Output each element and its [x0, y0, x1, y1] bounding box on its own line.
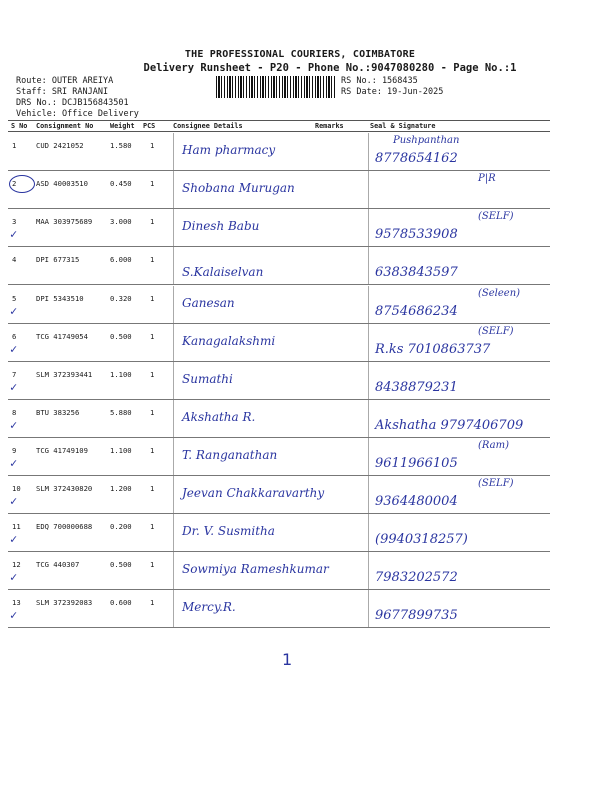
table-row	[8, 133, 550, 171]
column-divider	[368, 209, 369, 247]
table-row	[8, 247, 550, 285]
column-divider	[368, 286, 369, 324]
consignee-name: Mercy.R.	[182, 600, 236, 614]
serial-number: 10	[12, 484, 21, 493]
column-divider	[173, 286, 174, 324]
consignee-name: Dinesh Babu	[182, 219, 260, 233]
vehicle-label: Vehicle: Office Delivery	[16, 109, 139, 119]
barcode-graphic	[216, 76, 336, 98]
signature-note: (SELF)	[478, 478, 514, 489]
runsheet-title: THE PROFESSIONAL COURIERS, COIMBATORE	[184, 49, 416, 60]
check-mark-icon: ✓	[10, 380, 18, 394]
table-row	[8, 590, 550, 628]
signature-phone: 9364480004	[375, 494, 458, 509]
column-divider	[368, 133, 369, 171]
signature-phone: R.ks 7010863737	[375, 342, 491, 357]
signature-phone: 9677899735	[375, 608, 458, 623]
weight-value: 0.600	[110, 598, 132, 607]
column-divider	[173, 209, 174, 247]
consignee-name: Sowmiya Rameshkumar	[182, 562, 329, 576]
serial-number: 3	[12, 217, 17, 226]
consignee-name: Ham pharmacy	[182, 143, 276, 157]
check-mark-icon: ✓	[10, 570, 18, 584]
consignment-number: TCG 41749109	[36, 446, 88, 455]
consignment-number: DPI 677315	[36, 255, 80, 264]
consignment-number: TCG 440307	[36, 560, 80, 569]
serial-number: 5	[12, 294, 17, 303]
table-row	[8, 286, 550, 324]
pieces-count: 1	[150, 370, 155, 379]
column-divider	[368, 438, 369, 476]
serial-number: 6	[12, 332, 17, 341]
consignment-number: MAA 303975689	[36, 217, 93, 226]
table-top-rule	[8, 120, 550, 121]
table-header-rule	[8, 131, 550, 132]
staff-label: Staff: SRI RANJANI	[16, 87, 109, 97]
check-mark-icon: ✓	[10, 418, 18, 432]
table-row	[8, 514, 550, 552]
signature-phone: 6383843597	[375, 265, 458, 280]
pieces-count: 1	[150, 294, 155, 303]
table-row	[8, 209, 550, 247]
signature-note: (SELF)	[478, 211, 514, 222]
column-divider	[173, 552, 174, 590]
col-header-weight: Weight	[110, 122, 135, 130]
weight-value: 0.500	[110, 332, 132, 341]
column-divider	[173, 438, 174, 476]
consignment-number: BTU 383256	[36, 408, 80, 417]
column-divider	[368, 552, 369, 590]
weight-value: 0.200	[110, 522, 132, 531]
col-header-consignee: Consignee Details	[173, 122, 243, 130]
runsheet-subtitle: Delivery Runsheet - P20 - Phone No.:9047080280 - Page No.:1	[143, 62, 517, 74]
consignee-name: T. Ranganathan	[182, 448, 278, 462]
pieces-count: 1	[150, 484, 155, 493]
signature-phone: Akshatha 9797406709	[375, 418, 524, 433]
rs-number: RS No.: 1568435	[341, 76, 418, 86]
column-divider	[368, 476, 369, 514]
table-row	[8, 362, 550, 400]
column-divider	[173, 476, 174, 514]
signature-note: (SELF)	[478, 326, 514, 337]
consignee-name: Sumathi	[182, 372, 233, 386]
serial-number: 4	[12, 255, 17, 264]
check-mark-icon: ✓	[10, 304, 18, 318]
serial-number: 7	[12, 370, 17, 379]
weight-value: 5.880	[110, 408, 132, 417]
check-mark-icon: ✓	[10, 456, 18, 470]
drs-label: DRS No.: DCJB156843501	[16, 98, 129, 108]
weight-value: 0.450	[110, 179, 132, 188]
signature-phone: 8754686234	[375, 304, 458, 319]
col-header-consignment: Consignment No	[36, 122, 94, 130]
consignment-number: SLM 372393441	[36, 370, 93, 379]
consignee-name: Akshatha R.	[182, 410, 256, 424]
serial-number: 1	[12, 141, 17, 150]
column-divider	[368, 362, 369, 400]
row-rule	[8, 284, 550, 285]
weight-value: 6.000	[110, 255, 132, 264]
circled-number-mark	[9, 175, 35, 193]
column-divider	[173, 171, 174, 209]
consignee-name: Kanagalakshmi	[182, 334, 276, 348]
consignee-name: Dr. V. Susmitha	[182, 524, 275, 538]
consignee-name: S.Kalaiselvan	[182, 265, 264, 279]
consignee-name: Jeevan Chakkaravarthy	[182, 486, 325, 500]
signature-note: (Seleen)	[478, 288, 521, 299]
consignment-number: TCG 41749054	[36, 332, 88, 341]
page-mark: 1	[282, 650, 293, 669]
pieces-count: 1	[150, 141, 155, 150]
signature-phone: 8778654162	[375, 151, 458, 166]
serial-number: 8	[12, 408, 17, 417]
column-divider	[368, 324, 369, 362]
serial-number: 12	[12, 560, 21, 569]
serial-number: 11	[12, 522, 21, 531]
signature-phone: 9578533908	[375, 227, 458, 242]
signature-note: (Ram)	[478, 440, 510, 451]
signature-phone: (9940318257)	[375, 532, 468, 547]
consignee-name: Shobana Murugan	[182, 181, 295, 195]
column-divider	[368, 590, 369, 628]
pieces-count: 1	[150, 179, 155, 188]
table-row	[8, 324, 550, 362]
weight-value: 3.000	[110, 217, 132, 226]
signature-note: P|R	[478, 173, 496, 184]
signature-phone: 9611966105	[375, 456, 458, 471]
table-row	[8, 438, 550, 476]
consignee-name: Ganesan	[182, 296, 235, 310]
col-header-seal: Seal & Signature	[370, 122, 436, 130]
weight-value: 1.100	[110, 370, 132, 379]
col-header-pcs: PCS	[143, 122, 156, 130]
weight-value: 0.500	[110, 560, 132, 569]
rs-date: RS Date: 19-Jun-2025	[341, 87, 444, 97]
signature-note: Pushpanthan	[393, 135, 460, 146]
weight-value: 1.200	[110, 484, 132, 493]
row-rule	[8, 627, 550, 628]
pieces-count: 1	[150, 408, 155, 417]
weight-value: 0.320	[110, 294, 132, 303]
col-header-sno: S No	[11, 122, 28, 130]
table-row	[8, 476, 550, 514]
column-divider	[173, 247, 174, 285]
pieces-count: 1	[150, 446, 155, 455]
check-mark-icon: ✓	[10, 494, 18, 508]
consignment-number: SLM 372392083	[36, 598, 93, 607]
check-mark-icon: ✓	[10, 608, 18, 622]
column-divider	[173, 324, 174, 362]
pieces-count: 1	[150, 598, 155, 607]
consignment-number: SLM 372430820	[36, 484, 93, 493]
column-divider	[368, 171, 369, 209]
check-mark-icon: ✓	[10, 342, 18, 356]
pieces-count: 1	[150, 255, 155, 264]
route-label: Route: OUTER AREIYA	[16, 76, 114, 86]
column-divider	[173, 362, 174, 400]
weight-value: 1.580	[110, 141, 132, 150]
pieces-count: 1	[150, 560, 155, 569]
column-divider	[173, 590, 174, 628]
consignment-number: CUD 2421052	[36, 141, 84, 150]
table-row	[8, 552, 550, 590]
check-mark-icon: ✓	[10, 532, 18, 546]
consignment-number: DPI 5343510	[36, 294, 84, 303]
pieces-count: 1	[150, 332, 155, 341]
column-divider	[368, 400, 369, 438]
column-divider	[173, 400, 174, 438]
column-divider	[173, 514, 174, 552]
weight-value: 1.100	[110, 446, 132, 455]
col-header-remarks: Remarks	[315, 122, 344, 130]
table-row	[8, 171, 550, 209]
signature-phone: 7983202572	[375, 570, 458, 585]
column-divider	[173, 133, 174, 171]
column-divider	[368, 247, 369, 285]
check-mark-icon: ✓	[10, 227, 18, 241]
signature-phone: 8438879231	[375, 380, 458, 395]
pieces-count: 1	[150, 217, 155, 226]
column-divider	[368, 514, 369, 552]
serial-number: 13	[12, 598, 21, 607]
consignment-number: ASD 40003510	[36, 179, 88, 188]
pieces-count: 1	[150, 522, 155, 531]
consignment-number: EDQ 700000688	[36, 522, 93, 531]
serial-number: 2	[12, 179, 17, 188]
table-row	[8, 400, 550, 438]
serial-number: 9	[12, 446, 17, 455]
